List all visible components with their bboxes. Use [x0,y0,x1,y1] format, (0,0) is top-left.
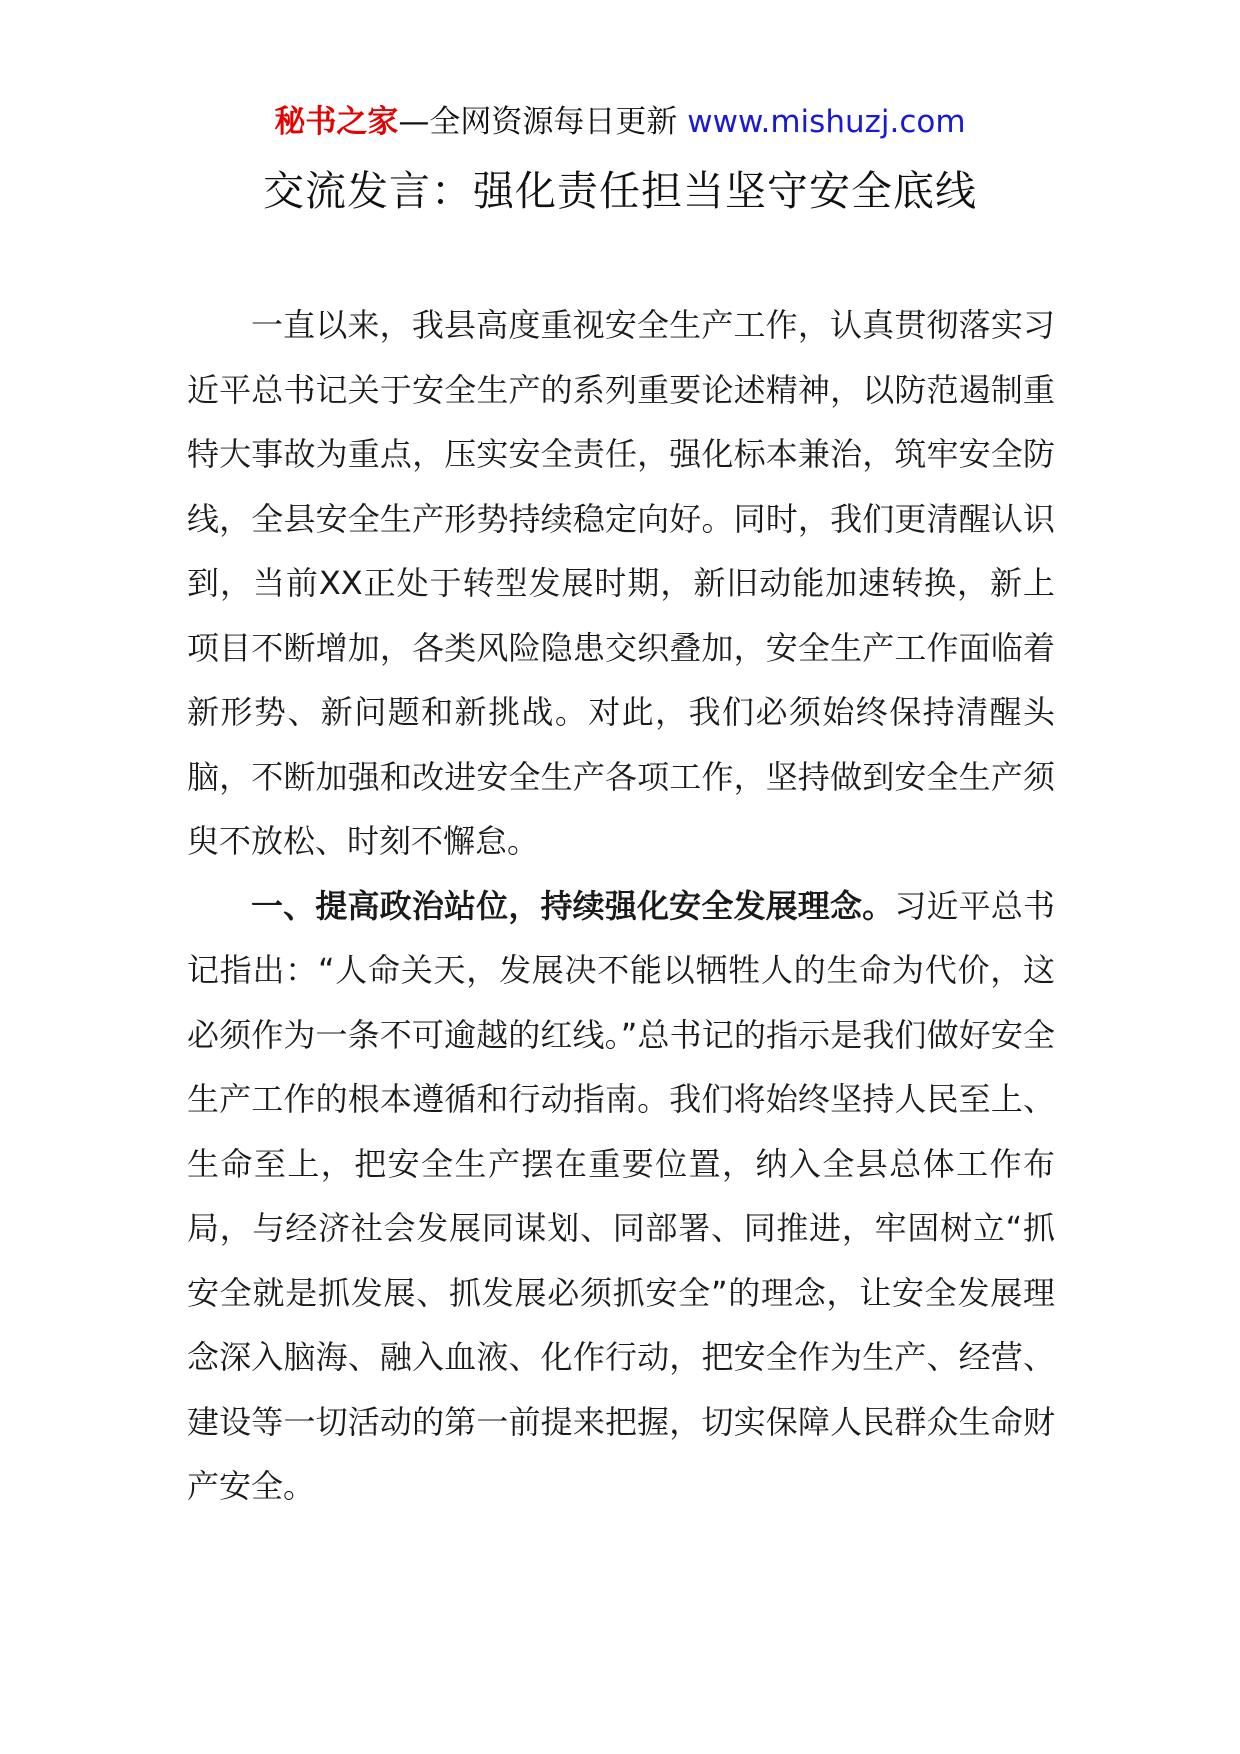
document-body [187,293,1055,1519]
site-url-link[interactable]: www.mishuzj.com [687,104,966,140]
document-title: 交流发言：强化责任担当坚守安全底线 [263,167,977,215]
site-brand: 秘书之家 [274,104,399,140]
section-heading: 一、提高政治站位，持续强化安全发展理念。 [251,886,895,925]
paragraph-text: 一直以来，我县高度重视安全生产工作，认真贯彻落实习近平总书记关于安全生产的系列重要论述精神，以防范遏制重特大事故为重点，压实安全责任，强化标本兼治，筑牢安全防线，全县安全生产形势持续稳定向好。同时，我们更清醒认识到，当前XX正处于转型发展时期，新旧动能加速转换，新上项目不断增加，各类风险隐患交织叠加，安全生产工作面临着新形势、新问题和新挑战。对此，我们必须始终保持清醒头脑，不断加强和改进安全生产各项工作，坚持做到安全生产须臾不放松、时刻不懈怠。 [187,306,1055,860]
site-header [0,100,1240,144]
site-tagline: —全网资源每日更新 [398,104,678,140]
paragraph-text: 习近平总书记指出：“人命关天，发展决不能以牺牲人的生命为代价，这必须作为一条不可逾越的红线。”总书记的指示是我们做好安全生产工作的根本遵循和行动指南。我们将始终坚持人民至上、生命至上，把安全生产摆在重要位置，纳入全县总体工作布局，与经济社会发展同谋划、同部署、同推进，牢固树立“抓安全就是抓发展、抓发展必须抓安全”的理念，让安全发展理念深入脑海、融入血液、化作行动，把安全作为生产、经营、建设等一切活动的第一前提来把握，切实保障人民群众生命财产安全。 [187,886,1055,1505]
paragraph-section-one [187,874,1055,1519]
paragraph-intro [187,293,1055,874]
